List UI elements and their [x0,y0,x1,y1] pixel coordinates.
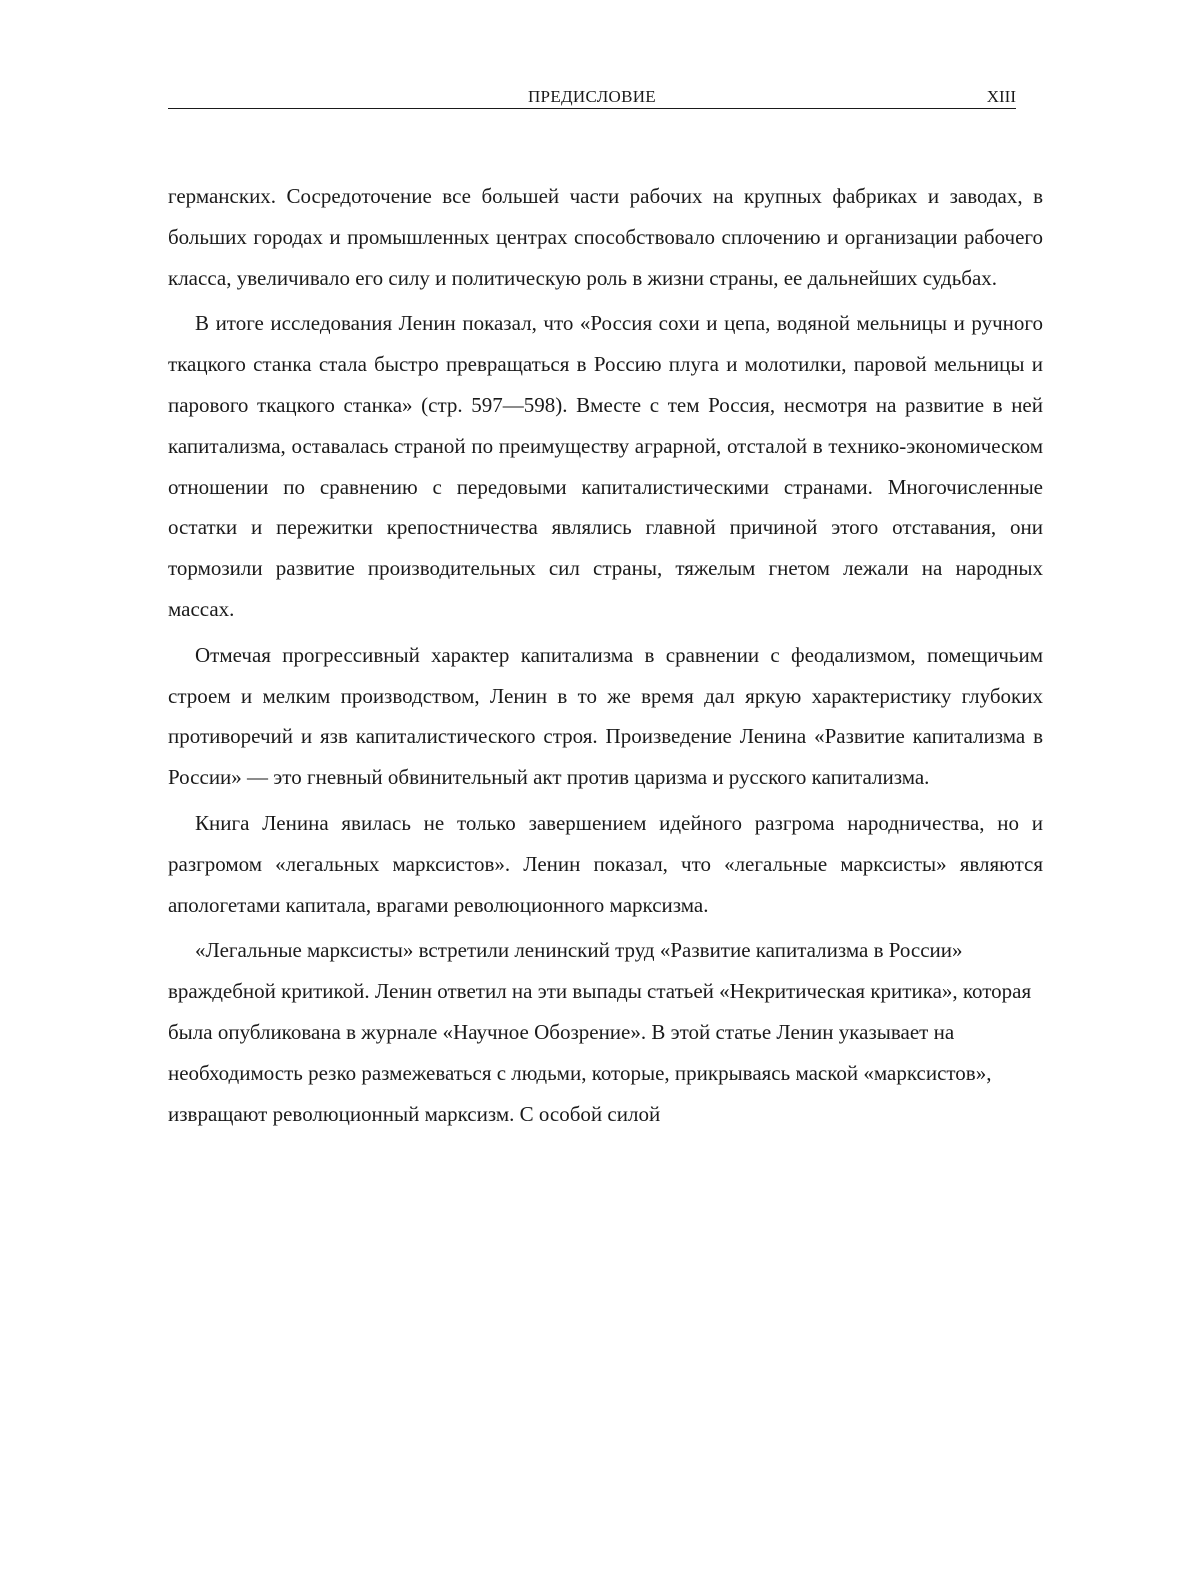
paragraph: Отмечая прогрессивный характер капитализма в сравнении с феодализмом, помещичьим строем и мелким производством, Ленин в то же время дал яркую характеристику глубоких противоречий и язв капиталистического строя. Произведение Ленина «Развитие капитализма в России» — это гневный обвинительный акт против царизма и русского капитализма. [168,642,1043,790]
paragraph-continues: «Легальные марксисты» встретили ленинский труд «Развитие капитализма в России» враждебной критикой. Ленин ответил на эти выпады статьей «Некритическая критика», которая была опубликована в журнале «Научное Обозрение». В этой статье Ленин указывает на необходимость резко размежеваться с людьми, которые, прикрываясь маской «марксистов», извращают революционный марксизм. С особой силой [168,938,1032,1126]
running-title: ПРЕДИСЛОВИЕ [527,87,656,106]
body-text [168,176,1043,1134]
book-page [168,0,1043,1588]
running-head [168,86,1016,109]
paragraph: В итоге исследования Ленин показал, что «Россия сохи и цепа, водяной мельницы и ручного ткацкого станка стала быстро превращаться в Россию плуга и молотилки, паровой мельницы и парового ткацкого станка» (стр. 597—598). Вместе с тем Россия, несмотря на развитие в ней капитализма, оставалась страной по преимуществу аграрной, отсталой в технико-экономическом отношении по сравнению с передовыми капиталистическими странами. Многочисленные остатки и пережитки крепостничества являлись главной причиной этого отставания, они тормозили развитие производительных сил страны, тяжелым гнетом лежали на народных массах. [168,311,1043,621]
page-number: XIII [986,87,1016,106]
paragraph-continued: германских. Сосредоточение все большей части рабочих на крупных фабриках и заводах, в больших городах и промышленных центрах способствовало сплочению и организации рабочего класса, увеличивало его силу и политическую роль в жизни страны, ее дальнейших судьбах. [168,184,1043,290]
paragraph: Книга Ленина явилась не только завершением идейного разгрома народничества, но и разгромом «легальных марксистов». Ленин показал, что «легальные марксисты» являются апологетами капитала, врагами революционного марксизма. [168,810,1043,917]
